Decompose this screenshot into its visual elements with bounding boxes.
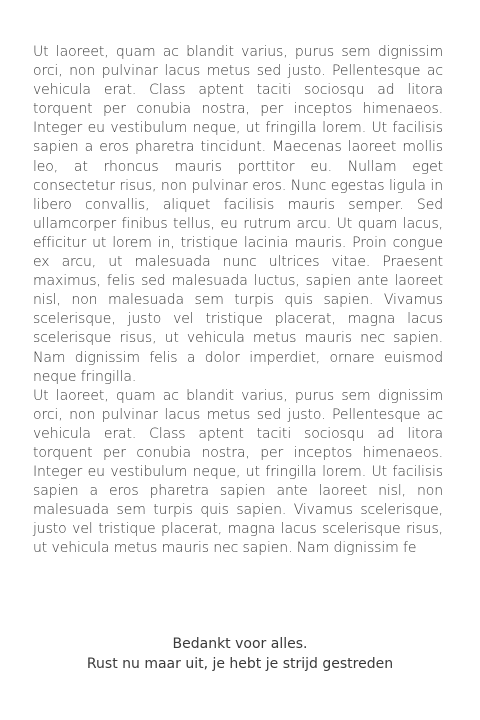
body-text <box>33 43 443 559</box>
closing-message <box>0 634 480 674</box>
closing-line-1: Bedankt voor alles. <box>172 636 308 652</box>
paragraph-2: Ut laoreet, quam ac blandit varius, purus sem dignissim orci, non pulvinar lacus metus sed justo. Pellentesque ac vehicula erat. Class aptent taciti sociosqu ad litora torquent per conubia nostra, per inceptos himenaeos. Integer eu vestibulum neque, ut fringilla lorem. Ut facilisis sapien a eros pharetra sapien ante laoreet nisl, non malesuada sem turpis quis sapien. Vivamus scelerisque, justo vel tristique placerat, magna lacus scelerisque risus, ut vehicula metus mauris nec sapien. Nam dignissim fe <box>33 387 443 557</box>
closing-line-2: Rust nu maar uit, je hebt je strijd gestreden <box>86 656 394 672</box>
paragraph-1: Ut laoreet, quam ac blandit varius, purus sem dignissim orci, non pulvinar lacus metus sed justo. Pellentesque ac vehicula erat. Class aptent taciti sociosqu ad litora torquent per conubia nostra, per inceptos himenaeos. Integer eu vestibulum neque, ut fringilla lorem. Ut facilisis sapien a eros pharetra tincidunt. Maecenas laoreet mollis leo, at rhoncus mauris porttitor eu. Nullam eget consectetur risus, non pulvinar eros. Nunc egestas ligula in libero convallis, aliquet facilisis mauris semper. Sed ullamcorper finibus tellus, eu rutrum arcu. Ut quam lacus, efficitur ut lorem in, tristique lacinia mauris. Proin congue ex arcu, ut malesuada nunc ultrices vitae. Praesent maximus, felis sed malesuada luctus, sapien ante laoreet nisl, non malesuada sem turpis quis sapien. Vivamus scelerisque, justo vel tristique placerat, magna lacus scelerisque risus, ut vehicula metus mauris nec sapien. Nam dignissim felis a dolor imperdiet, ornare euismod neque fringilla. <box>33 44 443 385</box>
